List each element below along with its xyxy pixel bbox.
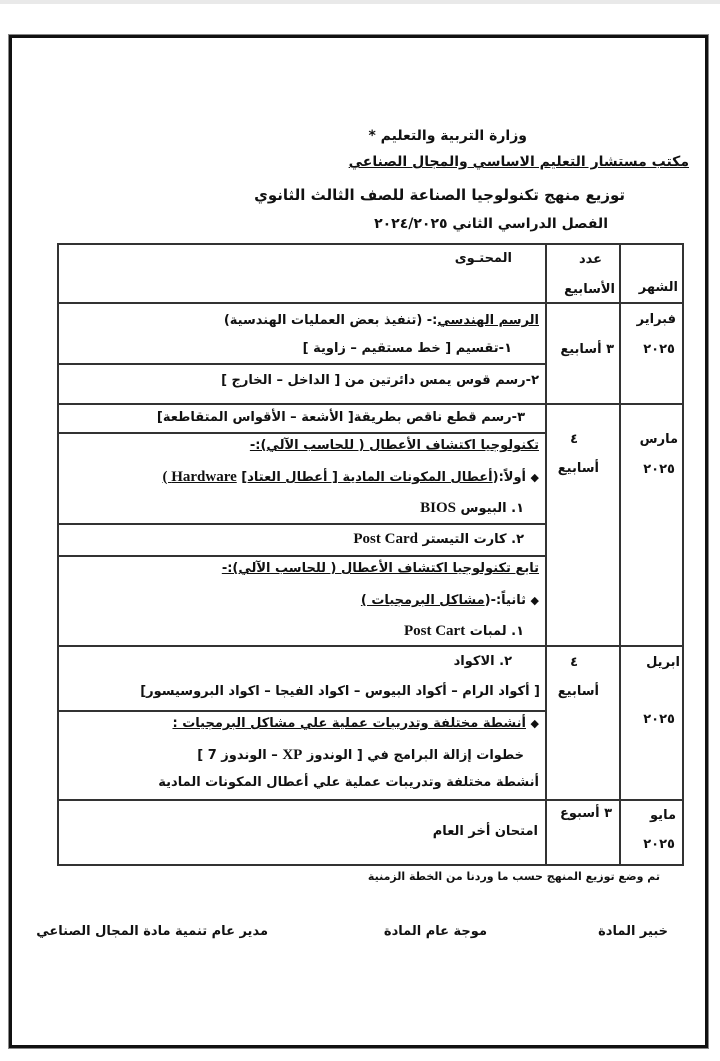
table-border-bottom bbox=[57, 864, 684, 866]
signature-director: مدير عام تنمية مادة المجال الصناعي bbox=[36, 924, 268, 939]
weeks-april-word: أسابيع bbox=[557, 684, 599, 699]
content-line: الرسم الهندسي:- (تنفيذ بعض العمليات الهندسية) bbox=[223, 313, 539, 328]
year-march: ٢٠٢٥ bbox=[643, 462, 675, 477]
content-line: ◆ ثانياً:-(مشاكل البرمجيات ) bbox=[360, 593, 539, 608]
row-divider-mar-apr bbox=[57, 645, 684, 647]
section-heading: الرسم الهندسي bbox=[437, 313, 539, 328]
weeks-february: ٣ أسابيع bbox=[560, 342, 614, 357]
table-border-top bbox=[57, 243, 684, 245]
row-divider-feb-mar bbox=[57, 403, 684, 405]
column-divider-weeks bbox=[619, 243, 621, 866]
column-header-content: المحتـوى bbox=[454, 251, 512, 266]
signature-supervisor: موجة عام المادة bbox=[383, 924, 487, 939]
content-subdivider bbox=[57, 555, 547, 557]
document-title: توزيع منهج تكنولوجيا الصناعة للصف الثالث الثانوي bbox=[254, 186, 625, 204]
content-subdivider bbox=[57, 523, 547, 525]
row-divider-apr-may bbox=[57, 799, 684, 801]
content-line: ١. البيوس BIOS bbox=[420, 500, 524, 516]
column-header-month: الشهر bbox=[638, 280, 678, 295]
year-april: ٢٠٢٥ bbox=[643, 712, 675, 727]
content-line: ٢-رسم قوس يمس دائرتين من [ الداخل – الخارج ] bbox=[221, 373, 539, 388]
content-line: أنشطة مختلفة وتدريبات عملية علي أعطال المكونات المادية bbox=[158, 775, 539, 790]
weeks-may: ٣ أسبوع bbox=[559, 806, 612, 821]
content-line: ٣-رسم قطع ناقص بطريقة[ الأشعة – الأقواس المتقاطعة] bbox=[156, 410, 525, 425]
month-march: مارس bbox=[639, 432, 678, 447]
office-title: مكتب مستشار التعليم الاساسي والمجال الصناعي bbox=[348, 154, 689, 170]
content-line: ◆ أنشطة مختلفة وتدريبات عملية علي مشاكل البرمجيات : bbox=[172, 716, 539, 731]
weeks-march-number: ٤ bbox=[570, 432, 578, 447]
content-line: امتحان أخر العام bbox=[432, 824, 538, 839]
content-line: [ أكواد الرام – أكواد البيوس – اكواد الفيجا – اكواد البروسيسور] bbox=[140, 684, 540, 699]
month-april: ابريل bbox=[646, 655, 680, 670]
content-line: تكنولوجيا اكتشاف الأعطال ( للحاسب الآلي):- bbox=[249, 438, 539, 453]
content-line: خطوات إزالة البرامج في [ الوندوز XP – الوندوز 7 ] bbox=[197, 747, 524, 763]
content-subdivider bbox=[57, 363, 547, 365]
diamond-bullet-icon: ◆ bbox=[530, 717, 539, 730]
header-row-divider bbox=[57, 302, 684, 304]
table-border-right bbox=[682, 243, 684, 866]
weeks-march-word: أسابيع bbox=[557, 461, 599, 476]
year-may: ٢٠٢٥ bbox=[643, 837, 675, 852]
column-header-weeks-line2: الأسابيع bbox=[564, 282, 615, 297]
year-february: ٢٠٢٥ bbox=[643, 342, 675, 357]
content-subdivider bbox=[57, 710, 547, 712]
diamond-bullet-icon: ◆ bbox=[530, 471, 539, 484]
signature-expert: خبير المادة bbox=[598, 924, 668, 939]
term-title: الفصل الدراسي الثاني ٢٠٢٤/٢٠٢٥ bbox=[374, 216, 608, 232]
weeks-april-number: ٤ bbox=[570, 655, 578, 670]
content-line: ٢. الاكواد bbox=[453, 654, 512, 669]
ministry-title: وزارة التربية والتعليم * bbox=[368, 128, 527, 144]
content-line: ١. لمبات Post Cart bbox=[403, 623, 524, 639]
content-line: ١-تقسيم [ خط مستقيم – زاوية ] bbox=[302, 341, 512, 356]
diamond-bullet-icon: ◆ bbox=[530, 594, 539, 607]
content-line: ◆ أولاً:(أعطال المكونات المادية [ أعطال العتاد] Hardware ) bbox=[162, 469, 539, 485]
month-february: فبراير bbox=[636, 312, 676, 327]
month-may: مايو bbox=[650, 808, 676, 823]
content-line: ٢. كارت التيستر Post Card bbox=[353, 531, 524, 547]
footnote: تم وضع توزيع المنهج حسب ما وردنا من الخطة الزمنية bbox=[367, 870, 660, 883]
content-subdivider bbox=[57, 432, 547, 434]
column-header-weeks-line1: عدد bbox=[578, 252, 602, 267]
content-line: تابع تكنولوجيا اكتشاف الأعطال ( للحاسب الآلي):- bbox=[221, 561, 539, 576]
